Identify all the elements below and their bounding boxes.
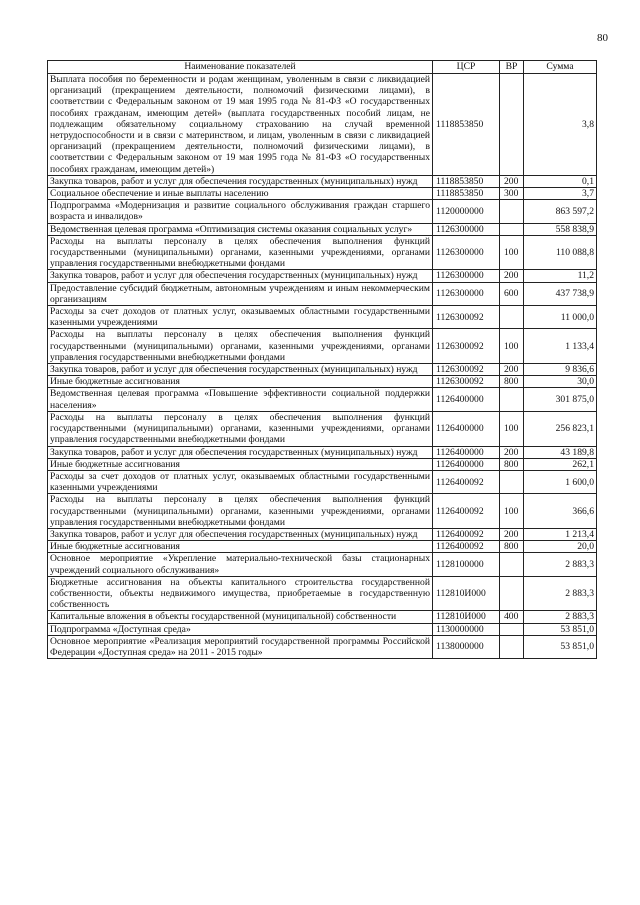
cell-csr: 112810И000 bbox=[433, 611, 500, 623]
cell-csr: 1120000000 bbox=[433, 200, 500, 223]
cell-name: Расходы за счет доходов от платных услуг, оказываемых областными государственными казенными учреждениями bbox=[48, 470, 433, 493]
cell-sum: 53 851,0 bbox=[524, 635, 597, 658]
cell-sum: 262,1 bbox=[524, 458, 597, 470]
table-row bbox=[48, 623, 597, 635]
cell-name: Закупка товаров, работ и услуг для обеспечения государственных (муниципальных) нужд bbox=[48, 528, 433, 540]
cell-vr bbox=[500, 576, 524, 611]
cell-sum: 11,2 bbox=[524, 270, 597, 282]
page-number: 80 bbox=[597, 32, 608, 44]
table-body bbox=[48, 74, 597, 659]
table-row bbox=[48, 282, 597, 305]
table-row bbox=[48, 528, 597, 540]
cell-name: Закупка товаров, работ и услуг для обеспечения государственных (муниципальных) нужд bbox=[48, 364, 433, 376]
table-row bbox=[48, 364, 597, 376]
table-row bbox=[48, 494, 597, 529]
table-row bbox=[48, 223, 597, 235]
cell-name: Закупка товаров, работ и услуг для обеспечения государственных (муниципальных) нужд bbox=[48, 175, 433, 187]
cell-sum: 863 597,2 bbox=[524, 200, 597, 223]
cell-name: Подпрограмма «Доступная среда» bbox=[48, 623, 433, 635]
cell-name: Ведомственная целевая программа «Оптимизация системы оказания социальных услуг» bbox=[48, 223, 433, 235]
cell-sum: 256 823,1 bbox=[524, 411, 597, 446]
cell-vr: 600 bbox=[500, 282, 524, 305]
cell-csr: 1126300000 bbox=[433, 223, 500, 235]
cell-name: Иные бюджетные ассигнования bbox=[48, 458, 433, 470]
table-row bbox=[48, 458, 597, 470]
cell-vr: 100 bbox=[500, 235, 524, 270]
cell-name: Подпрограмма «Модернизация и развитие социального обслуживания граждан старшего возраста и инвалидов» bbox=[48, 200, 433, 223]
cell-name: Расходы за счет доходов от платных услуг, оказываемых областными государственными казенными учреждениями bbox=[48, 306, 433, 329]
table-row bbox=[48, 470, 597, 493]
cell-vr: 200 bbox=[500, 446, 524, 458]
cell-csr: 1118853850 bbox=[433, 175, 500, 187]
cell-vr: 200 bbox=[500, 364, 524, 376]
cell-vr bbox=[500, 635, 524, 658]
cell-name: Расходы на выплаты персоналу в целях обеспечения выполнения функций государственными (муниципальными) органами, казенными учреждениями, органами управления государственными внебюджетными фондами bbox=[48, 329, 433, 364]
cell-name: Выплата пособия по беременности и родам женщинам, уволенным в связи с ликвидацией организаций (прекращением деятельности, полномочий физическими лицами), в соответствии с Федеральным законом от 19 мая 1995 года № 81-ФЗ «О государственных пособиях гражданам, имеющим детей» (выплата государственных пособий лицам, не подлежащим обязательному социальному страхованию на случай временной нетрудоспособности и в связи с материнством, и лицам, уволенным в связи с ликвидацией организаций (прекращением деятельности, полномочий физическими лицами), в соответствии с Федеральным законом от 19 мая 1995 года № 81-ФЗ «О государственных пособиях гражданам, имеющим детей») bbox=[48, 74, 433, 176]
cell-sum: 3,7 bbox=[524, 188, 597, 200]
cell-csr: 112810И000 bbox=[433, 576, 500, 611]
cell-sum: 2 883,3 bbox=[524, 576, 597, 611]
cell-vr bbox=[500, 223, 524, 235]
cell-vr bbox=[500, 388, 524, 411]
table-row bbox=[48, 446, 597, 458]
cell-csr: 1126400092 bbox=[433, 494, 500, 529]
cell-sum: 1 133,4 bbox=[524, 329, 597, 364]
budget-table bbox=[47, 60, 597, 659]
cell-name: Закупка товаров, работ и услуг для обеспечения государственных (муниципальных) нужд bbox=[48, 270, 433, 282]
header-name: Наименование показателей bbox=[48, 61, 433, 74]
cell-sum: 2 883,3 bbox=[524, 553, 597, 576]
cell-csr: 1126400000 bbox=[433, 458, 500, 470]
cell-sum: 110 088,8 bbox=[524, 235, 597, 270]
cell-name: Капитальные вложения в объекты государственной (муниципальной) собственности bbox=[48, 611, 433, 623]
table-row bbox=[48, 74, 597, 176]
cell-name: Расходы на выплаты персоналу в целях обеспечения выполнения функций государственными (муниципальными) органами, казенными учреждениями, органами управления государственными внебюджетными фондами bbox=[48, 411, 433, 446]
cell-csr: 1126300000 bbox=[433, 270, 500, 282]
cell-vr: 200 bbox=[500, 528, 524, 540]
cell-sum: 53 851,0 bbox=[524, 623, 597, 635]
cell-sum: 30,0 bbox=[524, 376, 597, 388]
cell-vr: 800 bbox=[500, 458, 524, 470]
table-row bbox=[48, 411, 597, 446]
cell-sum: 1 600,0 bbox=[524, 470, 597, 493]
cell-name: Расходы на выплаты персоналу в целях обеспечения выполнения функций государственными (муниципальными) органами, казенными учреждениями, органами управления государственными внебюджетными фондами bbox=[48, 235, 433, 270]
table-row bbox=[48, 306, 597, 329]
table-row bbox=[48, 541, 597, 553]
table-row bbox=[48, 576, 597, 611]
cell-name: Иные бюджетные ассигнования bbox=[48, 376, 433, 388]
cell-csr: 1126400092 bbox=[433, 541, 500, 553]
cell-vr: 100 bbox=[500, 329, 524, 364]
table-row bbox=[48, 376, 597, 388]
table-row bbox=[48, 553, 597, 576]
cell-csr: 1126300092 bbox=[433, 306, 500, 329]
cell-name: Социальное обеспечение и иные выплаты населению bbox=[48, 188, 433, 200]
cell-sum: 3,8 bbox=[524, 74, 597, 176]
cell-csr: 1130000000 bbox=[433, 623, 500, 635]
cell-vr: 200 bbox=[500, 270, 524, 282]
table-row bbox=[48, 188, 597, 200]
cell-csr: 1118853850 bbox=[433, 188, 500, 200]
cell-sum: 301 875,0 bbox=[524, 388, 597, 411]
cell-name: Закупка товаров, работ и услуг для обеспечения государственных (муниципальных) нужд bbox=[48, 446, 433, 458]
header-sum: Сумма bbox=[524, 61, 597, 74]
cell-vr: 300 bbox=[500, 188, 524, 200]
cell-name: Бюджетные ассигнования на объекты капитального строительства государственной собственности, объекты недвижимого имущества, приобретаемые в государственную собственность bbox=[48, 576, 433, 611]
table-row bbox=[48, 635, 597, 658]
cell-name: Предоставление субсидий бюджетным, автономным учреждениям и иным некоммерческим организациям bbox=[48, 282, 433, 305]
cell-sum: 20,0 bbox=[524, 541, 597, 553]
table-row bbox=[48, 611, 597, 623]
cell-sum: 437 738,9 bbox=[524, 282, 597, 305]
cell-sum: 2 883,3 bbox=[524, 611, 597, 623]
cell-sum: 43 189,8 bbox=[524, 446, 597, 458]
cell-csr: 1126400000 bbox=[433, 446, 500, 458]
cell-name: Иные бюджетные ассигнования bbox=[48, 541, 433, 553]
cell-name: Основное мероприятие «Укрепление материально-технической базы стационарных учреждений социального обслуживания» bbox=[48, 553, 433, 576]
cell-vr: 400 bbox=[500, 611, 524, 623]
cell-csr: 1126400000 bbox=[433, 388, 500, 411]
cell-sum: 1 213,4 bbox=[524, 528, 597, 540]
table-row bbox=[48, 175, 597, 187]
cell-sum: 11 000,0 bbox=[524, 306, 597, 329]
cell-vr bbox=[500, 553, 524, 576]
cell-name: Ведомственная целевая программа «Повышение эффективности социальной поддержки населения» bbox=[48, 388, 433, 411]
cell-vr: 800 bbox=[500, 376, 524, 388]
cell-vr bbox=[500, 623, 524, 635]
cell-sum: 366,6 bbox=[524, 494, 597, 529]
table-row bbox=[48, 329, 597, 364]
cell-csr: 1126400000 bbox=[433, 411, 500, 446]
cell-vr bbox=[500, 200, 524, 223]
cell-csr: 1128100000 bbox=[433, 553, 500, 576]
cell-vr: 200 bbox=[500, 175, 524, 187]
cell-csr: 1126300092 bbox=[433, 364, 500, 376]
cell-csr: 1126300000 bbox=[433, 235, 500, 270]
cell-csr: 1126400092 bbox=[433, 528, 500, 540]
header-vr: ВР bbox=[500, 61, 524, 74]
cell-sum: 558 838,9 bbox=[524, 223, 597, 235]
table-row bbox=[48, 270, 597, 282]
table-row bbox=[48, 388, 597, 411]
cell-vr bbox=[500, 470, 524, 493]
cell-csr: 1118853850 bbox=[433, 74, 500, 176]
cell-vr: 100 bbox=[500, 494, 524, 529]
cell-csr: 1126300000 bbox=[433, 282, 500, 305]
cell-sum: 9 836,6 bbox=[524, 364, 597, 376]
cell-csr: 1126400092 bbox=[433, 470, 500, 493]
cell-csr: 1138000000 bbox=[433, 635, 500, 658]
cell-csr: 1126300092 bbox=[433, 329, 500, 364]
cell-name: Основное мероприятие «Реализация мероприятий государственной программы Российской Федерации «Доступная среда» на 2011 - 2015 годы» bbox=[48, 635, 433, 658]
cell-csr: 1126300092 bbox=[433, 376, 500, 388]
table-header-row bbox=[48, 61, 597, 74]
cell-vr: 100 bbox=[500, 411, 524, 446]
cell-name: Расходы на выплаты персоналу в целях обеспечения выполнения функций государственными (муниципальными) органами, казенными учреждениями, органами управления государственными внебюджетными фондами bbox=[48, 494, 433, 529]
cell-sum: 0,1 bbox=[524, 175, 597, 187]
cell-vr bbox=[500, 306, 524, 329]
cell-vr: 800 bbox=[500, 541, 524, 553]
cell-vr bbox=[500, 74, 524, 176]
header-csr: ЦСР bbox=[433, 61, 500, 74]
table-row bbox=[48, 200, 597, 223]
table-row bbox=[48, 235, 597, 270]
